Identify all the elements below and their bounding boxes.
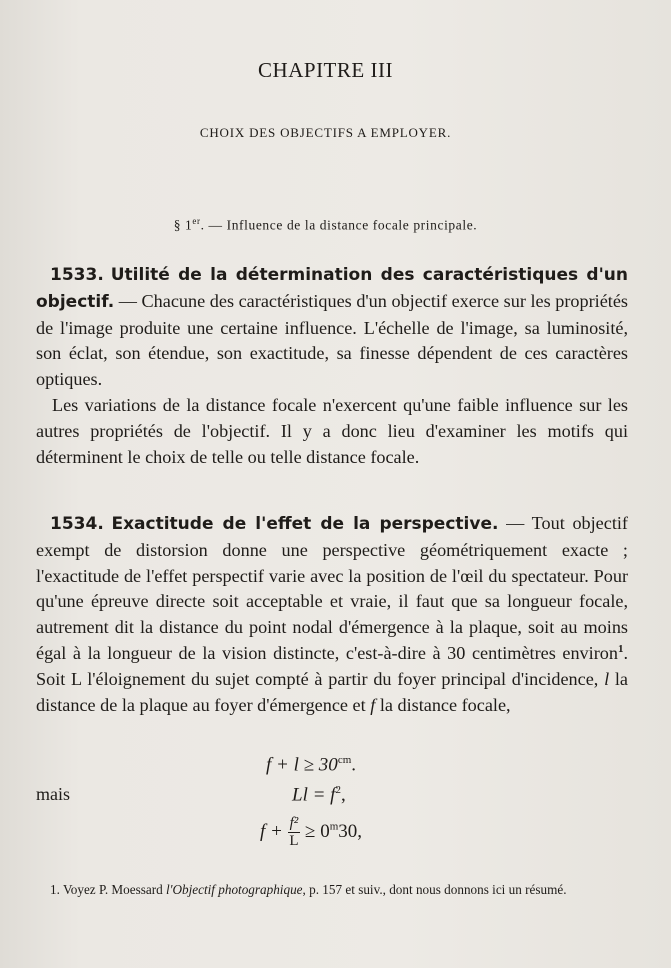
formula-fraction-numerator: f² bbox=[289, 815, 299, 831]
footnote-text-a: Voyez P. Moessard bbox=[59, 882, 166, 897]
footnote bbox=[36, 880, 630, 899]
chapter-subtitle: CHOIX DES OBJECTIFS A EMPLOYER. bbox=[199, 125, 452, 140]
formula-fraction-denominator: L bbox=[289, 833, 299, 849]
formula-inequality-lhs: f + bbox=[260, 820, 283, 842]
paragraph-1534-text-a: — Tout objectif exempt de distorsion donne une perspective géométriquement exacte ; l'exactitude de l'effet perspectif varie avec la position de l'œil du spectateur. Pour qu'une épreuve directe soit acceptable et vraie, il faut que sa longueur focale, autrement dit la distance du point nodal d'émergence à la plaque, soit au moins égal à la longueur de la vision distincte, c'est-à-dire à 30 centimètres environ bbox=[36, 513, 628, 663]
paragraph-1534-text-d: la distance focale, bbox=[375, 694, 511, 715]
section-title: . — Influence de la distance focale principale. bbox=[200, 217, 478, 233]
paragraph-1534-block bbox=[36, 511, 628, 718]
connector-mais: mais bbox=[36, 784, 70, 804]
paragraph-1533-block bbox=[36, 262, 628, 470]
variable-f: f bbox=[370, 694, 376, 715]
footnote-reference: 1 bbox=[617, 642, 624, 655]
formula-product-expression: Ll = f bbox=[292, 784, 336, 806]
formula-product-exponent: 2 bbox=[335, 784, 341, 796]
footnote-text-b: , p. 157 et suiv., dont nous donnons ici un résumé. bbox=[302, 882, 567, 897]
formula-focal-sum-end: . bbox=[351, 754, 357, 776]
section-mark-sup: er bbox=[192, 216, 201, 226]
formula-inequality-rhs: ≥ 0 bbox=[305, 820, 330, 842]
paragraph-1534-text-b: . Soit L l'éloignement du sujet compté à partir du foyer principal d'incidence, bbox=[36, 642, 628, 689]
formula-product bbox=[292, 784, 346, 806]
chapter-title: CHAPITRE III bbox=[258, 58, 393, 82]
formula-fraction bbox=[288, 816, 301, 849]
paragraph-1534-number: 1534. bbox=[50, 514, 104, 534]
paragraph-1533-number: 1533. bbox=[50, 265, 104, 285]
footnote-number: 1. bbox=[50, 882, 60, 897]
formula-inequality-end: 30, bbox=[338, 820, 363, 842]
section-heading bbox=[0, 216, 651, 234]
formula-inequality-unit: m bbox=[329, 820, 339, 833]
formula-inequality bbox=[260, 816, 362, 849]
paragraph-1533-text: — Chacune des caractéristiques d'un objectif exerce sur les propriétés de l'image produite une certaine influence. L'échelle de l'image, sa luminosité, son éclat, son étendue, son exactitude, sa finesse dépendent de ces caractères optiques. bbox=[36, 290, 628, 390]
formula-focal-sum-unit: cm bbox=[337, 754, 352, 766]
variable-l: l bbox=[604, 668, 610, 689]
paragraph-1534-heading: Exactitude de l'effet de la perspective. bbox=[111, 514, 499, 534]
paragraph-1534 bbox=[36, 511, 628, 718]
formula-product-end: , bbox=[340, 784, 346, 806]
formula-focal-sum bbox=[266, 754, 356, 776]
paragraph-1533-continued: Les variations de la distance focale n'exercent qu'une faible influence sur les autres propriétés de l'objectif. Il y a donc lieu d'examiner les motifs qui déterminent le choix de telle ou telle distance focale. bbox=[36, 394, 628, 467]
formula-focal-sum-expression: f + l ≥ 30 bbox=[266, 754, 338, 776]
paragraph-1533 bbox=[36, 262, 628, 393]
section-mark: § 1 bbox=[173, 217, 193, 233]
footnote-book-title: l'Objectif photographique bbox=[166, 882, 303, 897]
paragraph-1534-text-c: la distance de la plaque au foyer d'émergence et bbox=[36, 668, 628, 715]
paragraph-1533-heading: Utilité de la détermination des caractéristiques d'un objectif. bbox=[36, 265, 629, 312]
